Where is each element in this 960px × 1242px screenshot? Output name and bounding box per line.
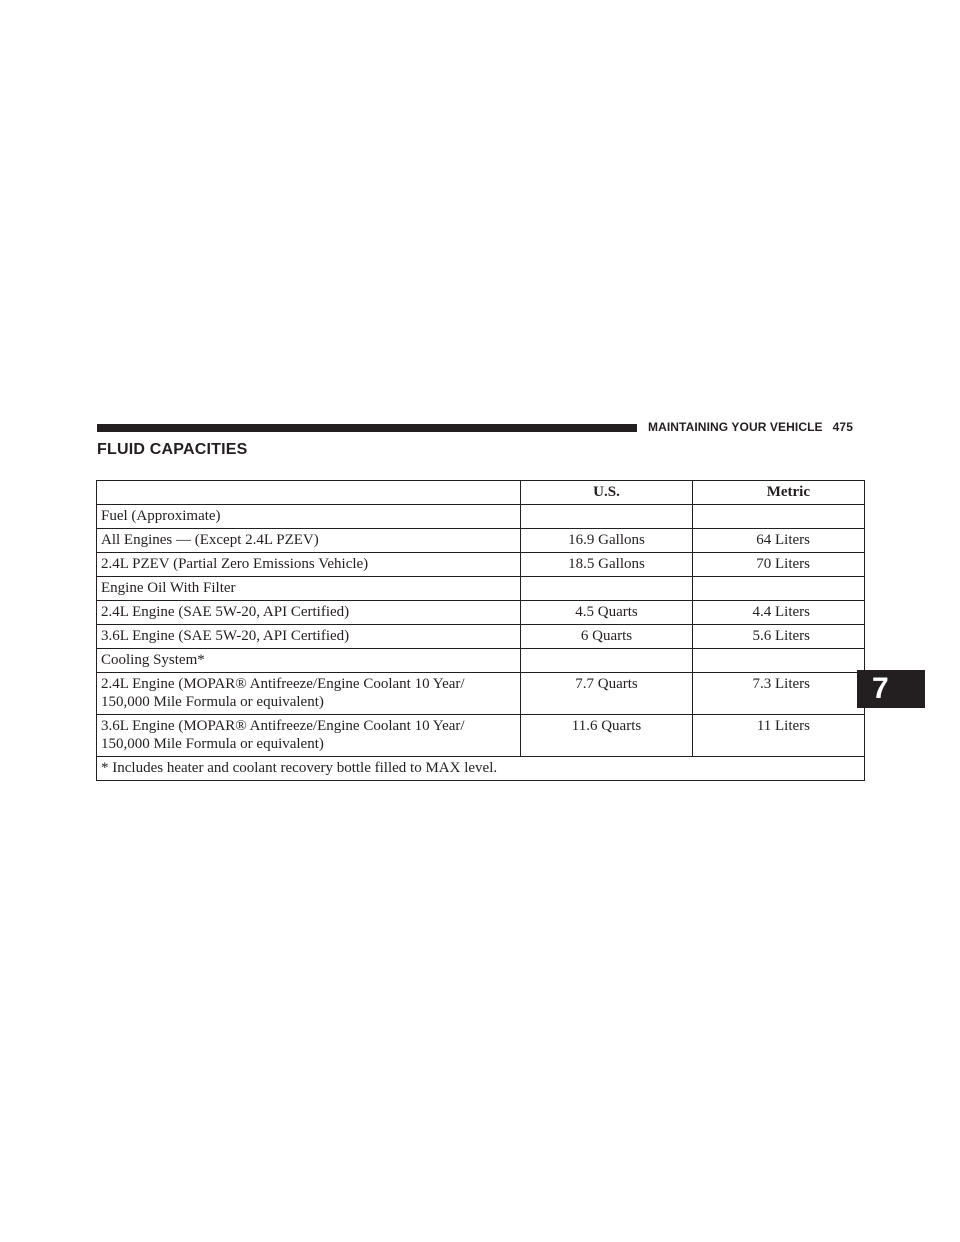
row-us-value: 7.7 Quarts [521,673,693,715]
header-rule [97,424,637,432]
row-metric-value [693,505,865,529]
running-header [648,419,853,435]
row-label-line: 150,000 Mile Formula or equivalent) [101,694,324,710]
table-row-group-heading [97,649,865,673]
row-label [97,715,521,757]
table-footnote: * Includes heater and coolant recovery bottle filled to MAX level. [97,757,865,781]
table-row [97,625,865,649]
row-us-value [521,649,693,673]
row-metric-value: 11 Liters [693,715,865,757]
row-label: 2.4L PZEV (Partial Zero Emissions Vehicle) [97,553,521,577]
row-us-value [521,577,693,601]
row-us-value: 11.6 Quarts [521,715,693,757]
table-row [97,673,865,715]
table-row-group-heading [97,505,865,529]
row-label: Engine Oil With Filter [97,577,521,601]
row-metric-value: 70 Liters [693,553,865,577]
column-header-metric: Metric [693,481,865,505]
row-metric-value: 5.6 Liters [693,625,865,649]
column-header-item [97,481,521,505]
row-label-line: 3.6L Engine (MOPAR® Antifreeze/Engine Coolant 10 Year/ [101,718,465,734]
page-title: FLUID CAPACITIES [97,441,248,458]
page-number: 475 [832,420,853,434]
table-header-row [97,481,865,505]
table-row [97,715,865,757]
row-us-value: 16.9 Gallons [521,529,693,553]
row-metric-value: 4.4 Liters [693,601,865,625]
row-label: Fuel (Approximate) [97,505,521,529]
row-metric-value [693,577,865,601]
row-label: 2.4L Engine (SAE 5W-20, API Certified) [97,601,521,625]
column-header-us: U.S. [521,481,693,505]
table-footnote-row [97,757,865,781]
row-metric-value: 7.3 Liters [693,673,865,715]
table-row-group-heading [97,577,865,601]
table-row [97,529,865,553]
row-label: 3.6L Engine (SAE 5W-20, API Certified) [97,625,521,649]
row-us-value: 6 Quarts [521,625,693,649]
table-row [97,553,865,577]
row-metric-value: 64 Liters [693,529,865,553]
row-label-line: 150,000 Mile Formula or equivalent) [101,736,324,752]
row-label [97,673,521,715]
row-label-line: 2.4L Engine (MOPAR® Antifreeze/Engine Coolant 10 Year/ [101,676,465,692]
row-label: All Engines — (Except 2.4L PZEV) [97,529,521,553]
row-label: Cooling System* [97,649,521,673]
chapter-tab: 7 [857,670,925,708]
fluid-capacities-table [96,480,865,781]
table-row [97,601,865,625]
row-metric-value [693,649,865,673]
header-section-title: MAINTAINING YOUR VEHICLE [648,420,823,434]
row-us-value [521,505,693,529]
row-us-value: 4.5 Quarts [521,601,693,625]
row-us-value: 18.5 Gallons [521,553,693,577]
